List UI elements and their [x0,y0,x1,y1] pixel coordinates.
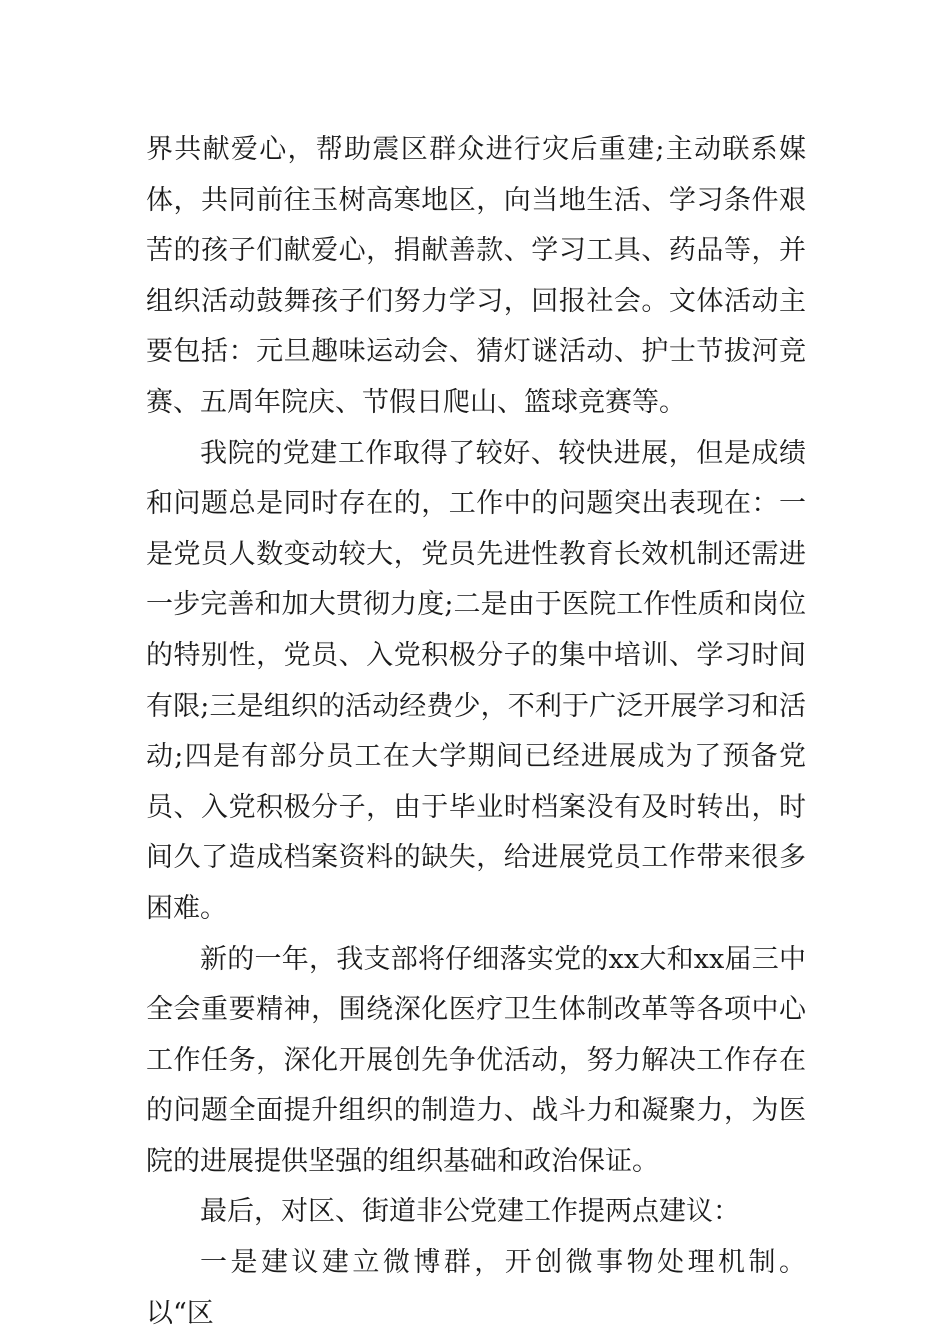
paragraph-party-building-problems: 我院的党建工作取得了较好、较快进展，但是成绩和问题总是同时存在的，工作中的问题突出表现在：一是党员人数变动较大，党员先进性教育长效机制还需进一步完善和加大贯彻力度;二是由于医院工作性质和岗位的特别性，党员、入党积极分子的集中培训、学习时间有限;三是组织的活动经费少，不利于广泛开展学习和活动;四是有部分员工在大学期间已经进展成为了预备党员、入党积极分子，由于毕业时档案没有及时转出，时间久了造成档案资料的缺失，给进展党员工作带来很多困难。 [146,437,806,924]
paragraph-suggestions-intro: 最后，对区、街道非公党建工作提两点建议： [200,1196,740,1228]
paragraph-first-suggestion: 一是建议建立微博群，开创微事物处理机制。以“区 [146,1247,806,1329]
paragraph-continuation: 界共献爱心，帮助震区群众进行灾后重建;主动联系媒体，共同前往玉树高寒地区，向当地生活、学习条件艰苦的孩子们献爱心，捐献善款、学习工具、药品等，并组织活动鼓舞孩子们努力学习，回报社会。文体活动主要包括：元旦趣味运动会、猜灯谜活动、护士节拔河竞赛、五周年院庆、节假日爬山、篮球竞赛等。 [146,134,806,418]
document-body [146,125,806,1339]
paragraph-new-year-plan: 新的一年，我支部将仔细落实党的xx大和xx届三中全会重要精神，围绕深化医疗卫生体制改革等各项中心工作任务，深化开展创先争优活动，努力解决工作存在的问题全面提升组织的制造力、战斗力和凝聚力，为医院的进展提供坚强的组织基础和政治保证。 [146,943,806,1177]
